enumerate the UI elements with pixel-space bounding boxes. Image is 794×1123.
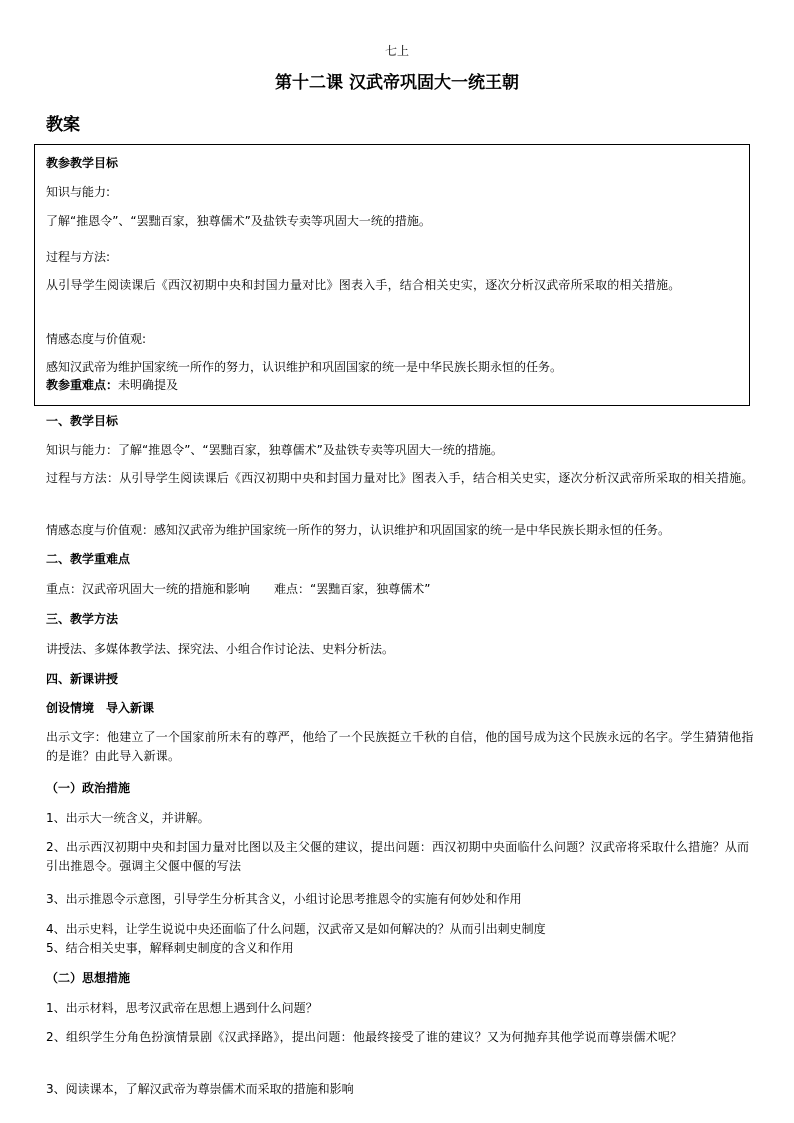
political-item-3: 3、出示推恩令示意图，引导学生分析其含义，小组讨论思考推恩令的实施有何妙处和作用 <box>46 892 522 906</box>
box-key-label: 教参重难点： <box>46 378 119 392</box>
thought-item-2: 2、组织学生分角色扮演情景剧《汉武择路》，提出问题：他最终接受了谁的建议？又为何抛弃其他学说而尊崇儒术呢？ <box>46 1030 683 1044</box>
box-heading: 教参教学目标 <box>46 156 119 170</box>
sec4-heading: 四、新课讲授 <box>46 672 119 686</box>
box-emotion-label: 情感态度与价值观: <box>46 332 147 346</box>
thought-item-1: 1、出示材料，思考汉武帝在思想上遇到什么问题？ <box>46 1001 318 1015</box>
thought-item-3: 3、阅读课本，了解汉武帝为尊崇儒术而采取的措施和影响 <box>46 1082 354 1096</box>
box-key-points <box>46 376 178 393</box>
sec1-knowledge: 知识与能力：了解“推恩令”、“罢黜百家，独尊儒术”及盐铁专卖等巩固大一统的措施。 <box>46 443 503 457</box>
lesson-title: 第十二课 汉武帝巩固大一统王朝 <box>275 73 519 93</box>
box-key-text: 未明确提及 <box>118 378 179 392</box>
sec3-heading: 三、教学方法 <box>46 612 119 626</box>
sec1-heading: 一、教学目标 <box>46 414 119 428</box>
sec3-content: 讲授法、多媒体教学法、探究法、小组合作讨论法、史料分析法。 <box>46 642 395 656</box>
sec2-heading: 二、教学重难点 <box>46 552 131 566</box>
political-item-5: 5、结合相关史事，解释刺史制度的含义和作用 <box>46 941 294 955</box>
political-item-2: 2、出示西汉初期中央和封国力量对比图以及主父偃的建议，提出问题：西汉初期中央面临什么问题？汉武帝将采取什么措施？从而引出推恩令。强调主父偃中偃的写法 <box>46 840 750 873</box>
political-item-1: 1、出示大一统含义，并讲解。 <box>46 811 210 825</box>
box-knowledge-text: 了解“推恩令”、“罢黜百家，独尊儒术”及盐铁专卖等巩固大一统的措施。 <box>46 214 431 228</box>
intro-heading: 创设情境 导入新课 <box>46 701 155 715</box>
sec1-process: 过程与方法：从引导学生阅读课后《西汉初期中央和封国力量对比》图表入手，结合相关史实，逐次分析汉武帝所采取的相关措施。 <box>46 471 754 485</box>
intro-text: 出示文字：他建立了一个国家前所未有的尊严，他给了一个民族挺立千秋的自信，他的国号成为这个民族永远的名字。学生猜猜他指的是谁？由此导入新课。 <box>46 730 754 763</box>
sec1-emotion: 情感态度与价值观：感知汉武帝为维护国家统一所作的努力，认识维护和巩固国家的统一是中华民族长期永恒的任务。 <box>46 523 671 537</box>
political-heading: （一）政治措施 <box>46 781 131 795</box>
thought-heading: （二）思想措施 <box>46 971 131 985</box>
box-process-label: 过程与方法: <box>46 250 111 264</box>
grade-label: 七上 <box>384 44 409 58</box>
box-emotion-text: 感知汉武帝为维护国家统一所作的努力，认识维护和巩固国家的统一是中华民族长期永恒的任务。 <box>46 360 563 374</box>
section-heading-lesson-plan: 教案 <box>46 115 80 135</box>
box-process-text: 从引导学生阅读课后《西汉初期中央和封国力量对比》图表入手，结合相关史实，逐次分析汉武帝所采取的相关措施。 <box>46 278 681 292</box>
political-item-4: 4、出示史料，让学生说说中央还面临了什么问题，汉武帝又是如何解决的？从而引出刺史制度 <box>46 922 546 936</box>
box-knowledge-label: 知识与能力: <box>46 185 111 199</box>
sec2-content: 重点：汉武帝巩固大一统的措施和影响 难点：“罢黜百家，独尊儒术” <box>46 582 431 596</box>
